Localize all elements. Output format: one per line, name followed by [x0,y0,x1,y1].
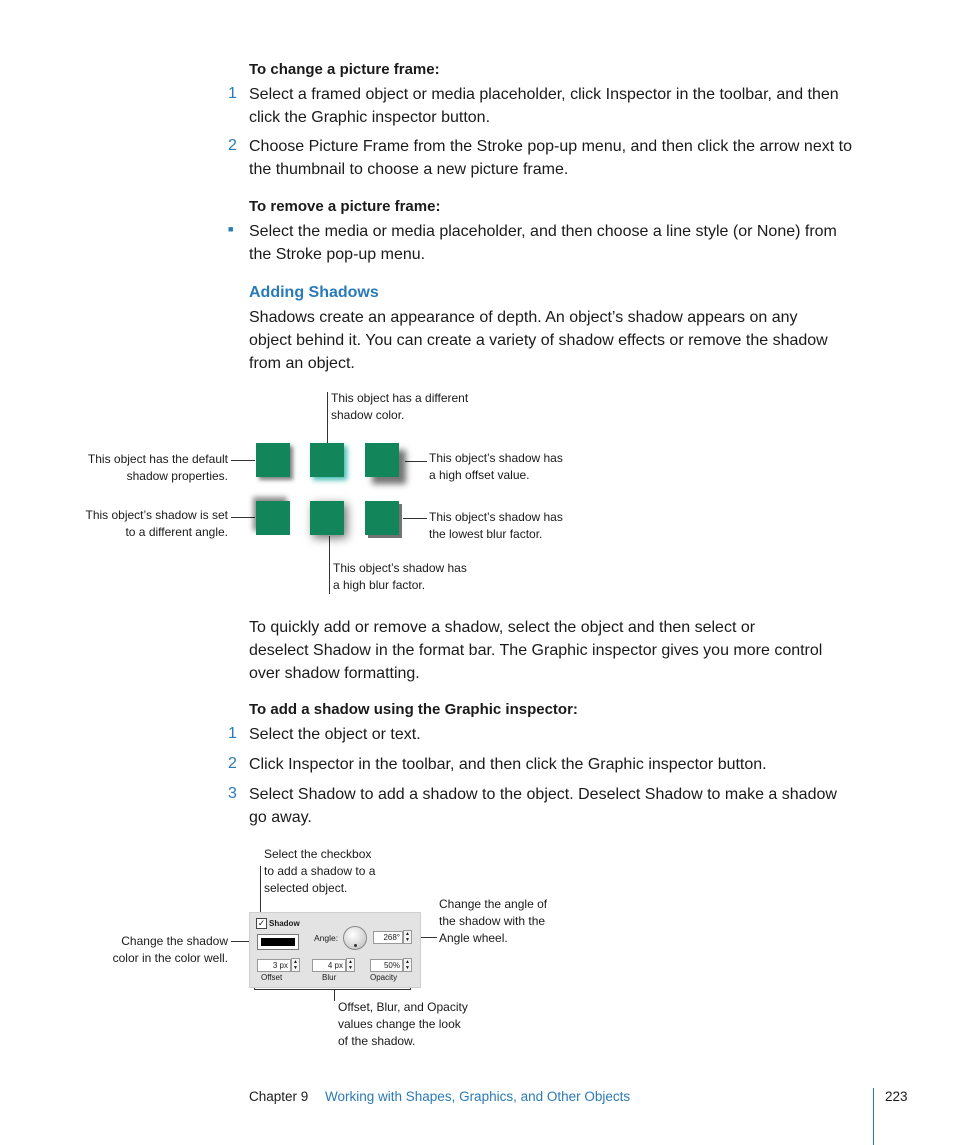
step-number: 2 [228,755,237,772]
angle-label: Angle: [314,933,339,943]
step-number: 1 [228,85,237,102]
change-frame-heading: To change a picture frame: [249,61,440,78]
callout-angle: This object’s shadow is set to a different angle. [85,508,228,539]
step-text: Select the object or text. [249,726,421,743]
step-text: Select a framed object or media placeholder, click Inspector in the toolbar, and then click the Graphic inspector button. [249,86,839,126]
remove-frame-heading: To remove a picture frame: [249,198,441,215]
callout-offset: This object’s shadow has a high offset value. [429,451,563,482]
shadow-example-default [256,443,290,477]
callout-default: This object has the default shadow properties. [87,452,228,483]
shadow-color-well[interactable] [257,934,299,950]
opacity-stepper[interactable]: ▲ ▼ [403,958,412,972]
shadow-example-angle [256,501,290,535]
footer-divider [873,1088,874,1145]
opacity-label: Opacity [370,973,398,982]
callout-line [327,392,328,443]
callout-checkbox: Select the checkbox to add a shadow to a selected object. [264,847,376,895]
offset-stepper[interactable]: ▲ ▼ [291,958,300,972]
callout-line [231,517,255,518]
page-number: 223 [885,1089,908,1104]
step-text: Select Shadow to add a shadow to the object. Deselect Shadow to make a shadow go away. [249,786,837,826]
angle-stepper[interactable]: ▲ ▼ [403,930,412,944]
step-number: 1 [228,725,237,742]
offset-field[interactable]: 3 px [257,959,291,972]
blur-field[interactable]: 4 px [312,959,346,972]
shadow-checkbox[interactable]: ✓ [257,918,266,928]
shadow-label: Shadow [269,919,300,928]
color-swatch [261,938,295,946]
shadow-example-offset [365,443,399,477]
callout-line [334,989,335,1001]
opacity-field[interactable]: 50% [370,959,403,972]
footer-chapter-title: Working with Shapes, Graphics, and Other Objects [325,1089,631,1104]
angle-indicator [354,944,357,947]
step-number: 3 [228,785,237,802]
callout-line [231,460,255,461]
section-title: Adding Shadows [249,284,379,301]
callout-line [260,866,261,918]
callout-line [403,518,427,519]
step-number: 2 [228,137,237,154]
shadow-example-low-blur [365,501,399,535]
bullet-icon: ■ [228,224,234,234]
quick-paragraph: To quickly add or remove a shadow, select the object and then select or deselect Shadow in the format bar. The Graphic inspector gives you more control over shadow formatting. [249,619,823,682]
bracket-line [254,989,411,990]
angle-wheel[interactable] [343,926,367,950]
callout-angle-wheel: Change the angle of the shadow with the Angle wheel. [439,897,548,945]
callout-color-well: Change the shadow color in the color well. [112,934,228,965]
callout-high-blur: This object’s shadow has a high blur factor. [333,561,467,592]
shadow-example-high-blur [310,501,344,535]
add-shadow-heading: To add a shadow using the Graphic inspector: [249,701,578,718]
blur-label: Blur [322,973,337,982]
offset-label: Offset [261,973,283,982]
angle-field[interactable]: 268° [373,931,403,944]
callout-values: Offset, Blur, and Opacity values change the look of the shadow. [338,1000,468,1048]
callout-line [329,536,330,594]
step-text: Click Inspector in the toolbar, and then click the Graphic inspector button. [249,756,767,773]
step-text: Choose Picture Frame from the Stroke pop-up menu, and then click the arrow next to the thumbnail to choose a new picture frame. [249,138,852,178]
shadow-inspector-panel [249,912,421,988]
shadows-intro: Shadows create an appearance of depth. An object’s shadow appears on any object behind it. You can create a variety of shadow effects or remove the shadow from an object. [249,309,828,372]
blur-stepper[interactable]: ▲ ▼ [346,958,355,972]
callout-line [405,461,427,462]
footer-chapter: Chapter 9 [249,1089,309,1104]
shadow-example-color [310,443,344,477]
bullet-text: Select the media or media placeholder, and then choose a line style (or None) from the Stroke pop-up menu. [249,223,837,263]
callout-lowest-blur: This object’s shadow has the lowest blur factor. [429,510,563,541]
callout-different-color: This object has a different shadow color. [331,391,469,422]
